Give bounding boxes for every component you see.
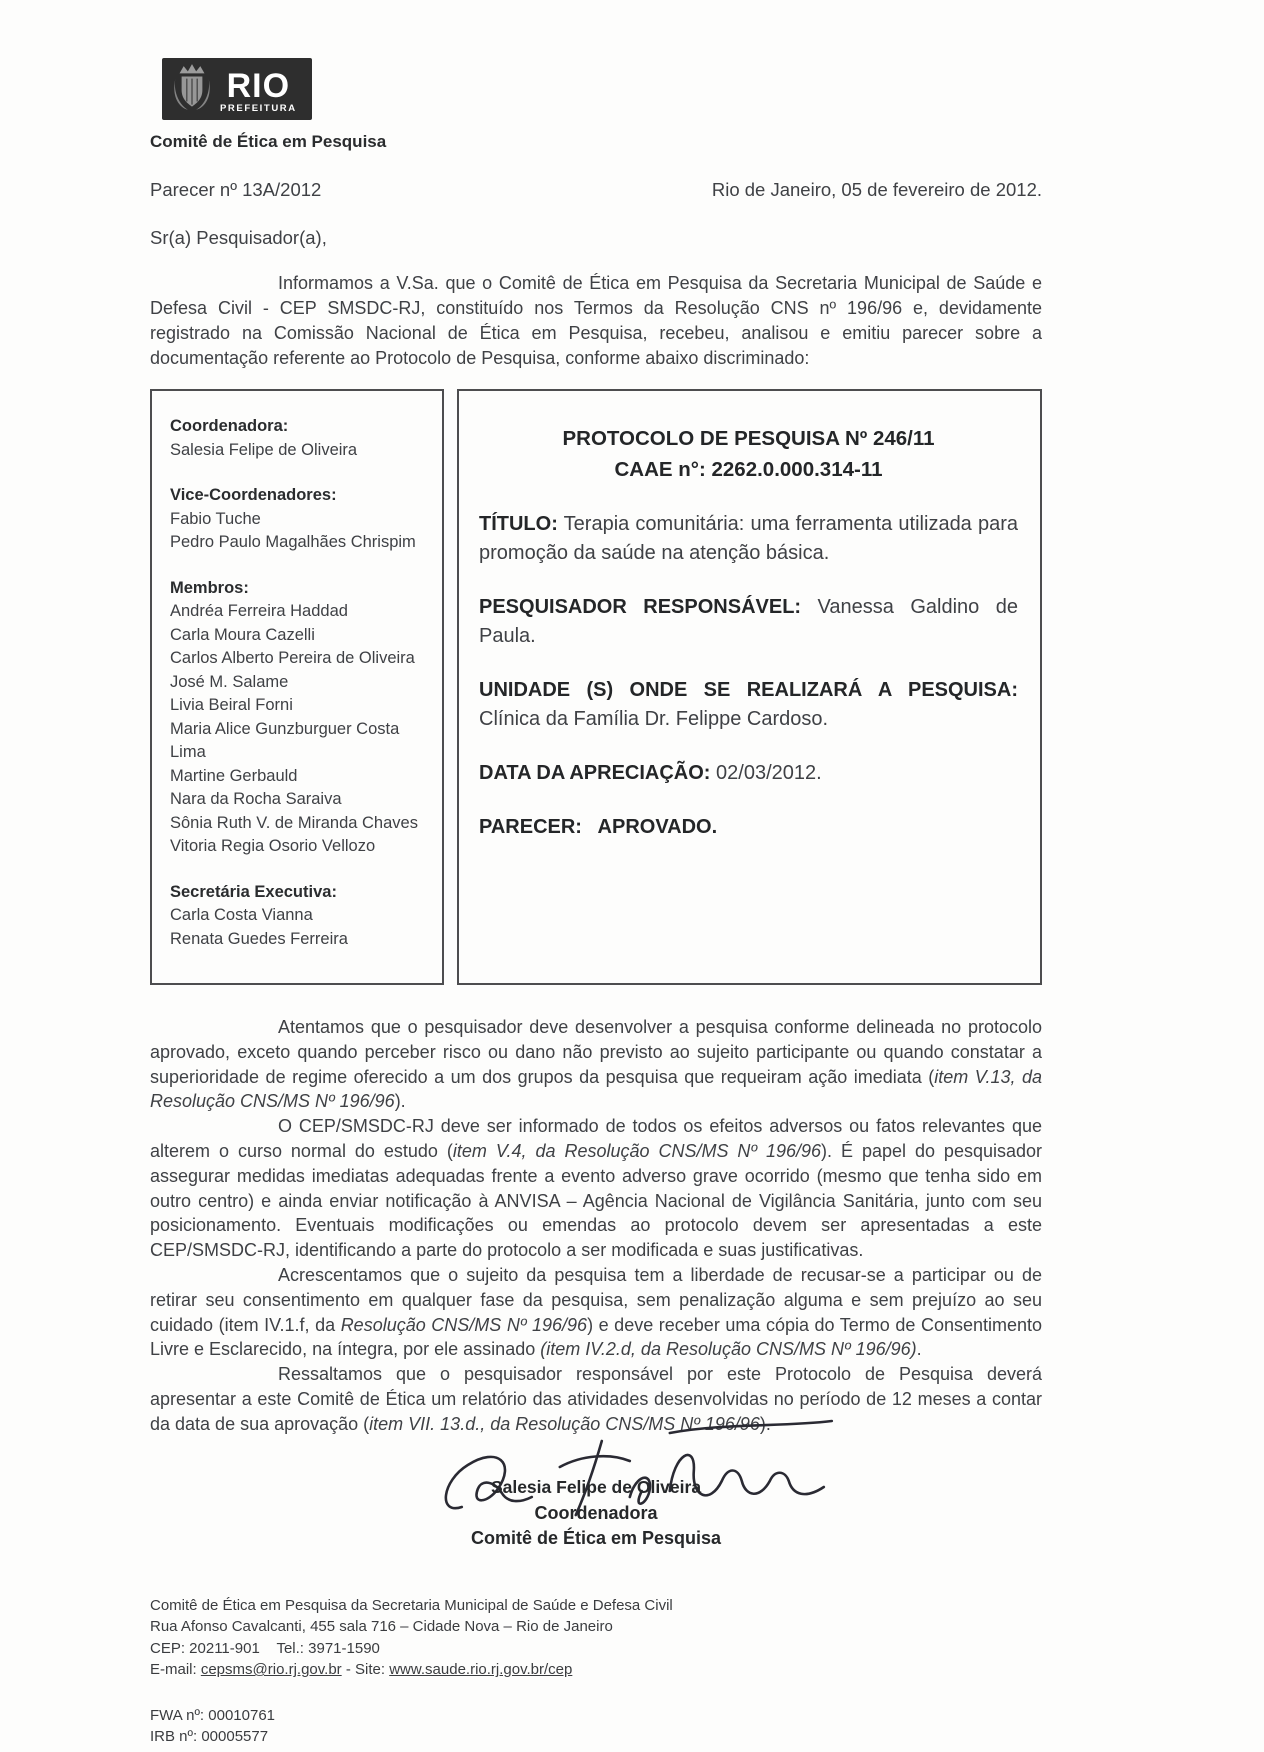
signatory-org: Comitê de Ética em Pesquisa [470,1527,722,1548]
footer-email-label: E-mail: [150,1661,201,1679]
committee-member-name: Andréa Ferreira Haddad [170,602,348,620]
protocol-field-value: 02/03/2012. [716,762,822,784]
committee-role-label: Secretária Executiva: [170,882,337,901]
protocol-field-value: Clínica da Família Dr. Felippe Cardoso. [479,708,829,730]
footer-line: CEP: 20211-901 Tel.: 3971-1590 [150,1639,380,1657]
signatory-name: Salesia Felipe de Oliveira [490,1476,702,1497]
logo-text [220,66,297,114]
committee-role-label: Coordenadora: [170,417,289,435]
body-text [150,1015,1042,1437]
committee-member-name: Nara da Rocha Saraiva [170,790,342,808]
salutation: Sr(a) Pesquisador(a), [150,227,327,248]
footer-contact-separator: - [341,1661,356,1679]
body-paragraph-segment: item V.4, da Resolução CNS/MS Nº 196/96 [452,1140,822,1161]
committee-member-name: Carla Moura Cazelli [170,625,315,644]
rio-prefeitura-logo [162,58,312,120]
protocol-field-label: PESQUISADOR RESPONSÁVEL: [479,596,802,618]
committee-member-name: Carlos Alberto Pereira de Oliveira [170,649,415,667]
committee-member-name: Carla Costa Vianna [170,906,313,924]
committee-member-name: Vitoria Regia Osorio Vellozo [170,837,376,855]
body-paragraph-segment: O CEP/SMSDC-RJ deve ser informado de todos os efeitos adversos ou fatos relevantes que alterem o curso normal do estudo ( [150,1116,1042,1161]
protocol-field-label: UNIDADE (S) ONDE SE REALIZARÁ A PESQUISA: [479,679,1018,701]
committee-member-name: Renata Guedes Ferreira [170,929,348,948]
body-paragraph [150,1114,1042,1263]
protocol-number-line: PROTOCOLO DE PESQUISA Nº 246/11 [562,427,935,450]
logo-brand-subtext: PREFEITURA [220,102,297,114]
committee-section [170,881,434,952]
body-paragraph-segment: ). É papel do pesquisador assegurar medidas imediatas adequadas frente a evento adverso grave ocorrido (mesmo que tenha sido em outro centro) e ainda enviar notificação à ANVISA – Agência Nacional de Vigilância Sanitária, junto com seu posicionamento. Eventuais modificações ou emendas ao protocolo devem ser apresentadas a este CEP/SMSDC-RJ, identificando a parte do protocolo a ser modificada e suas justificativas. [150,1140,1042,1261]
protocol-box [457,389,1042,985]
protocol-fields [479,510,1018,842]
reference-row [150,179,1042,201]
footer-line: Rua Afonso Cavalcanti, 455 sala 716 – Cidade Nova – Rio de Janeiro [150,1618,613,1636]
committee-member-name: Fabio Tuche [170,509,261,528]
committee-member-name: Pedro Paulo Magalhães Chrispim [170,533,416,551]
committee-member-name: Salesia Felipe de Oliveira [170,440,358,459]
protocol-field [479,676,1018,734]
irb-number: IRB nº: 00005577 [150,1728,269,1746]
logo-brand-text: RIO [226,66,291,105]
signature-block [150,1477,1042,1549]
committee-member-name: Martine Gerbauld [170,766,298,785]
body-paragraph [150,1015,1042,1114]
committee-section [170,415,434,462]
signatory-role: Coordenadora [534,1502,658,1523]
body-paragraph [150,1263,1042,1362]
org-title: Comitê de Ética em Pesquisa [150,132,387,151]
committee-member-name: Maria Alice Gunzburguer Costa Lima [170,719,400,761]
protocol-field-label: DATA DA APRECIAÇÃO: [479,762,711,784]
committee-section [170,577,434,859]
committee-member-name: Sônia Ruth V. de Miranda Chaves [170,813,418,832]
protocol-field-value: APROVADO. [597,816,718,838]
body-paragraph-segment: item VII. 13.d., da Resolução CNS/MS Nº 196/96 [369,1413,760,1434]
boxes-row [150,389,1042,985]
rio-coat-of-arms-icon [166,62,218,116]
committee-member-name: Livia Beiral Forni [170,696,293,714]
footer-email-link[interactable]: cepsms@rio.rj.gov.br [200,1661,342,1679]
body-paragraph-segment: Atentamos que o pesquisador deve desenvolver a pesquisa conforme delineada no protocolo aprovado, exceto quando perceber risco ou dano não previsto ao sujeito participante ou quando constatar a superioridade de regime oferecido a um dos grupos da pesquisa que requeiram ação imediata ( [150,1017,1042,1087]
protocol-field-value: Terapia comunitária: uma ferramenta utilizada para promoção da saúde na atenção básica. [479,513,1018,564]
body-paragraph-segment: Resolução CNS/MS Nº 196/96 [340,1314,588,1335]
body-paragraph-segment: ) e deve receber uma cópia do Termo de Consentimento Livre e Esclarecido, na íntegra, por ele assinado [150,1314,1043,1360]
body-paragraph-segment: item V.13, da Resolução CNS/MS Nº 196/96 [150,1066,1042,1112]
footer-contact-line [150,1659,1042,1681]
intro-paragraph: Informamos a V.Sa. que o Comitê de Ética em Pesquisa da Secretaria Municipal de Saúde e Defesa Civil - CEP SMSDC-RJ, constituído nos Termos da Resolução CNS nº 196/96 e, devidamente registrado na Comissão Nacional de Ética em Pesquisa, recebeu, analisou e emitiu parecer sobre a documentação referente ao Protocolo de Pesquisa, conforme abaixo discriminado: [150,273,1042,368]
protocol-field [479,759,1018,788]
body-paragraph-segment: ). [394,1091,406,1112]
committee-box [150,389,444,985]
protocol-field-value: Vanessa Galdino de Paula. [479,596,1018,647]
protocol-field-label: TÍTULO: [479,513,558,535]
footer-site-link[interactable]: www.saude.rio.rj.gov.br/cep [389,1661,573,1679]
protocol-field [479,593,1018,651]
committee-member-name: José M. Salame [170,672,289,691]
footer [150,1595,1042,1748]
protocol-number-heading [479,423,1018,485]
body-paragraph-segment: Acrescentamos que o sujeito da pesquisa tem a liberdade de recusar-se a participar ou de retirar seu consentimento em qualquer fase da pesquisa, sem penalização alguma e sem prejuízo ao seu cuidado (item IV.1.f, da [150,1264,1042,1335]
body-paragraph-segment: (item IV.2.d, da Resolução CNS/MS Nº 196/96) [540,1339,917,1360]
footer-site-label: Site: [355,1661,390,1679]
date-line: Rio de Janeiro, 05 de fevereiro de 2012. [711,179,1042,200]
body-paragraph [150,1362,1042,1436]
footer-line: Comitê de Ética em Pesquisa da Secretaria Municipal de Saúde e Defesa Civil [150,1596,673,1614]
registration-numbers [150,1705,1042,1748]
protocol-field-label: PARECER: [479,816,582,838]
protocol-field [479,510,1018,568]
body-paragraph-segment: Ressaltamos que o pesquisador responsável por este Protocolo de Pesquisa deverá apresentar a este Comitê de Ética um relatório das atividades desenvolvidas no período de 12 meses a contar da data de sua aprovação ( [150,1364,1042,1434]
parecer-number: Parecer nº 13A/2012 [150,179,322,200]
committee-role-label: Membros: [170,578,249,597]
committee-role-label: Vice-Coordenadores: [170,486,337,504]
footer-lines [150,1595,1042,1660]
body-paragraph-segment: ). [759,1413,771,1434]
fwa-number: FWA nº: 00010761 [150,1706,276,1724]
protocol-field [479,813,1018,842]
caae-number-line: CAAE n°: 2262.0.000.314-11 [614,458,883,481]
committee-section [170,484,434,555]
body-paragraph-segment: . [916,1339,922,1360]
